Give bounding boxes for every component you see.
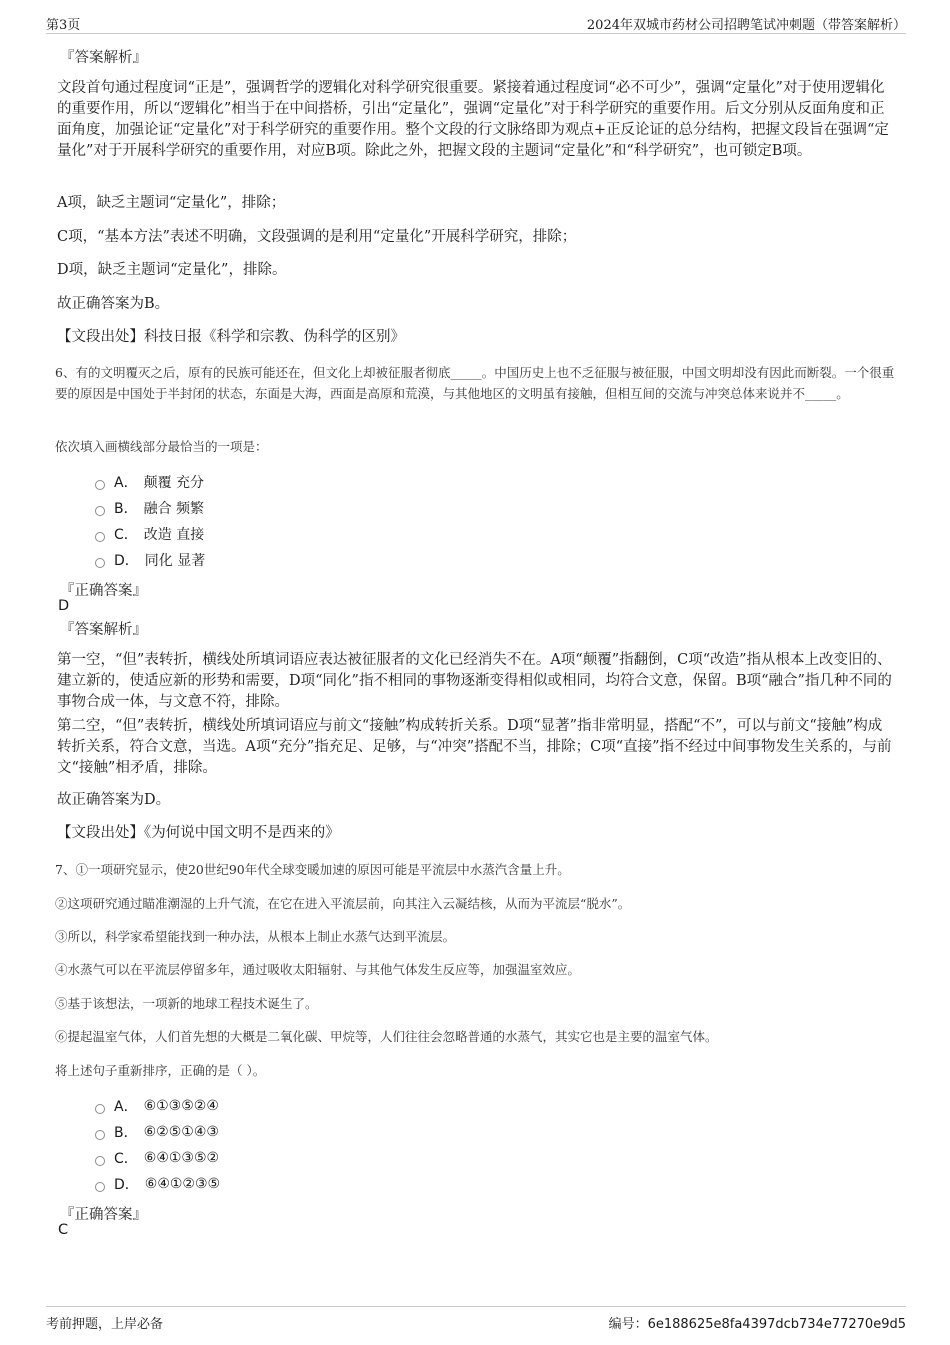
question-6-option-b[interactable] — [95, 498, 204, 518]
question-7-prompt: 将上述句子重新排序，正确的是（ ）。 — [55, 1063, 266, 1078]
question-7-option-d[interactable] — [95, 1174, 220, 1194]
answer-label-q6: 『正确答案』 — [60, 583, 147, 599]
analysis-paragraph-q5-c: C项，“基本方法”表述不明确，文段强调的是利用“定量化”开展科学研究，排除； — [57, 229, 577, 245]
radio-icon[interactable] — [95, 1130, 105, 1140]
radio-icon[interactable] — [95, 506, 105, 516]
question-7-option-b[interactable] — [95, 1122, 219, 1142]
radio-icon[interactable] — [95, 1104, 105, 1114]
answer-q7: C — [58, 1222, 69, 1238]
analysis-label-q6: 『答案解析』 — [60, 622, 147, 638]
analysis-label-q5: 『答案解析』 — [60, 50, 147, 66]
question-7-sentence-6: ⑥提起温室气体，人们首先想的大概是二氧化碳、甲烷等，人们往往会忽略普通的水蒸气，其实它也是主要的温室气体。 — [55, 1029, 718, 1044]
answer-label-q7: 『正确答案』 — [60, 1207, 147, 1223]
radio-icon[interactable] — [95, 1182, 105, 1192]
option-label: D． — [114, 553, 139, 569]
option-text: ⑥④①③⑤② — [143, 1150, 220, 1166]
analysis-conclusion-q6: 故正确答案为D。 — [57, 792, 171, 808]
option-label: C． — [114, 527, 138, 543]
option-text: 改造 直接 — [143, 527, 205, 543]
analysis-paragraph-q6-first: 第一空，“但”表转折，横线处所填词语应表达被征服者的文化已经消失不在。A项“颠覆”指翻倒，C项“改造”指从根本上改变旧的、建立新的，使适应新的形势和需要，D项“同化”指不相同的事物逐渐变得相似或相同，均符合文意，保留。B项“融合”指几种不同的事物合成一体，与文意不符，排除。 — [57, 652, 892, 710]
option-text: 融合 频繁 — [143, 501, 205, 517]
question-6-stem: 6、有的文明覆灭之后，原有的民族可能还在，但文化上却被征服者彻底_____。中国历史上也不乏征服与被征服，中国文明却没有因此而断裂。一个很重要的原因是中国处于半封闭的状态，东面是大海，西面是高原和荒漠，与其他地区的文明虽有接触，但相互间的交流与冲突总体来说并不_____。 — [55, 365, 895, 401]
source-q6: 【文段出处】《为何说中国文明不是西来的》 — [57, 825, 340, 841]
option-label: A． — [114, 1099, 138, 1115]
footer-slogan: 考前押题，上岸必备 — [46, 1317, 164, 1332]
option-label: D． — [114, 1177, 139, 1193]
question-7-sentence-1: 7、①一项研究显示，使20世纪90年代全球变暖加速的原因可能是平流层中水蒸汽含量上升。 — [55, 862, 570, 877]
analysis-conclusion-q5: 故正确答案为B。 — [57, 296, 170, 312]
question-6-option-d[interactable] — [95, 550, 205, 570]
question-7-sentence-3: ③所以，科学家希望能找到一种办法，从根本上制止水蒸气达到平流层。 — [55, 929, 456, 944]
radio-icon[interactable] — [95, 480, 105, 490]
option-label: C． — [114, 1151, 138, 1167]
option-text: ⑥④①②③⑤ — [144, 1176, 221, 1192]
code-label: 编号： — [608, 1317, 648, 1332]
question-7-sentence-5: ⑤基于该想法，一项新的地球工程技术诞生了。 — [55, 996, 318, 1011]
radio-icon[interactable] — [95, 558, 105, 568]
analysis-paragraph-q5-main: 文段首句通过程度词“正是”，强调哲学的逻辑化对科学研究很重要。紧接着通过程度词“必不可少”，强调“定量化”对于使用逻辑化的重要作用，所以“逻辑化”相当于在中间搭桥，引出“定量化”，强调“定量化”对于科学研究的重要作用。后文分别从反面角度和正面角度，加强论证“定量化”对于科学研究的重要作用。整个文段的行文脉络即为观点+正反论证的总分结构，把握文段旨在强调“定量化”对于开展科学研究的重要作用，对应B项。除此之外，把握文段的主题词“定量化”和“科学研究”，也可锁定B项。 — [57, 80, 889, 159]
analysis-paragraph-q6-second: 第二空，“但”表转折，横线处所填词语应与前文“接触”构成转折关系。D项“显著”指非常明显，搭配“不”，可以与前文“接触”构成转折关系，符合文意，当选。A项“充分”指充足、足够，与“冲突”搭配不当，排除；C项“直接”指不经过中间事物发生关系的，与前文“接触”相矛盾，排除。 — [57, 718, 892, 776]
document-title: 2024年双城市药材公司招聘笔试冲刺题（带答案解析） — [586, 18, 906, 33]
answer-q6: D — [58, 598, 70, 614]
analysis-paragraph-q5-a: A项，缺乏主题词“定量化”，排除； — [57, 195, 286, 211]
page-footer — [46, 1306, 906, 1332]
option-label: B． — [114, 501, 138, 517]
question-6-prompt: 依次填入画横线部分最恰当的一项是： — [55, 439, 268, 454]
radio-icon[interactable] — [95, 532, 105, 542]
code-value: 6e188625e8fa4397dcb734e77270e9d5 — [647, 1317, 906, 1332]
question-6-option-c[interactable] — [95, 524, 204, 544]
radio-icon[interactable] — [95, 1156, 105, 1166]
option-text: ⑥②⑤①④③ — [143, 1124, 219, 1140]
question-7-option-c[interactable] — [95, 1148, 219, 1168]
question-7-sentence-4: ④水蒸气可以在平流层停留多年，通过吸收太阳辐射、与其他气体发生反应等，加强温室效应。 — [55, 962, 581, 977]
question-7-sentence-2: ②这项研究通过瞄准潮湿的上升气流，在它在进入平流层前，向其注入云凝结核，从而为平流层“脱水”。 — [55, 896, 631, 911]
analysis-paragraph-q5-d: D项，缺乏主题词“定量化”，排除。 — [57, 262, 287, 278]
option-text: 颠覆 充分 — [143, 475, 205, 491]
option-text: ⑥①③⑤②④ — [143, 1098, 219, 1114]
option-label: B． — [114, 1125, 138, 1141]
option-text: 同化 显著 — [144, 553, 206, 569]
question-6-option-a[interactable] — [95, 472, 204, 492]
source-q5: 【文段出处】科技日报《科学和宗教、伪科学的区别》 — [57, 329, 405, 345]
document-code — [609, 1313, 906, 1332]
page-header — [46, 12, 906, 34]
question-7-option-a[interactable] — [95, 1096, 219, 1116]
page-number: 第3页 — [46, 18, 81, 33]
option-label: A． — [114, 475, 138, 491]
